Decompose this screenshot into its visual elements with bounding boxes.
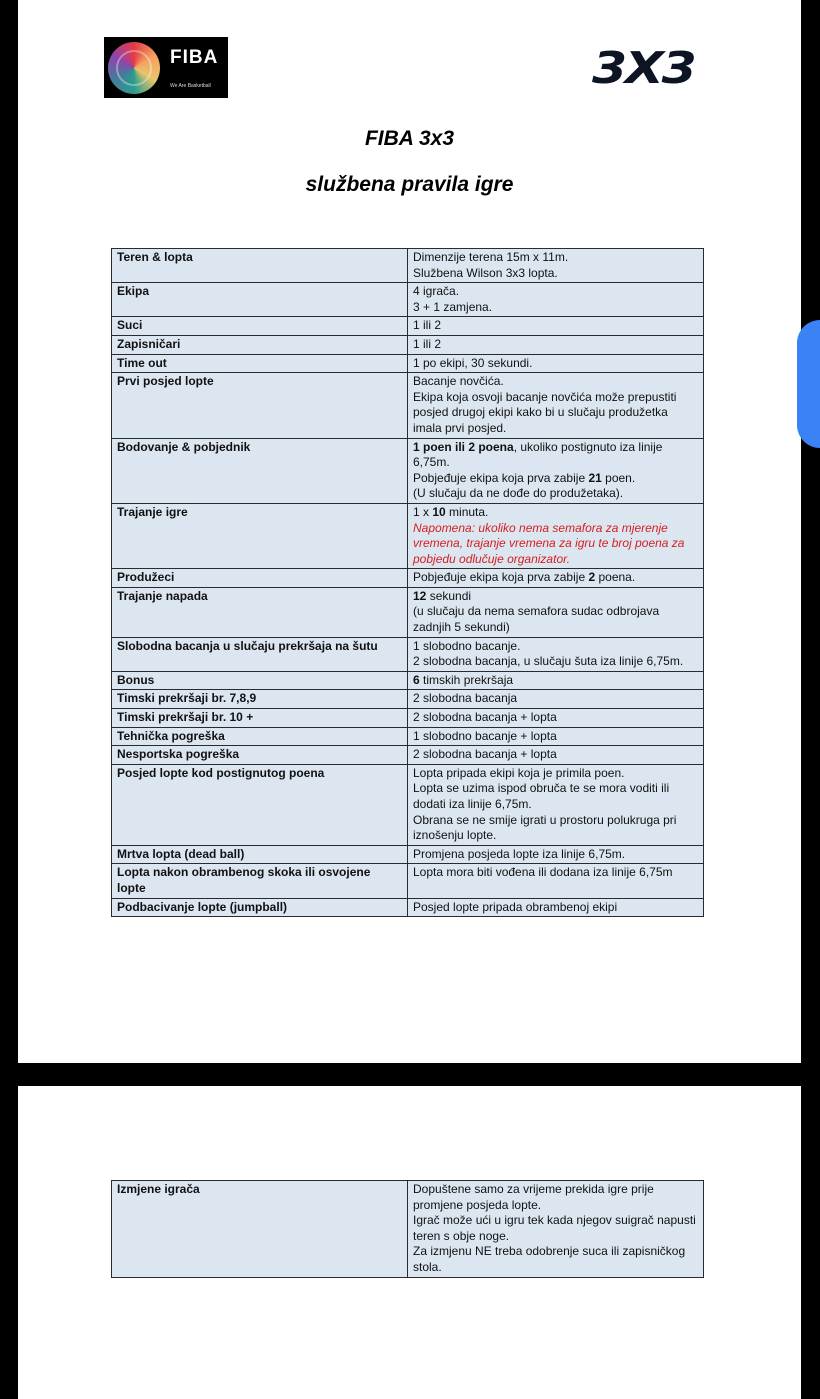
bold-text: 1 poen ili 2 poena [413, 439, 514, 454]
rule-value-line [413, 747, 698, 763]
value-text: Bacanje novčića. [413, 374, 504, 389]
rule-label: Lopta nakon obrambenog skoka ili osvojene lopte [112, 864, 408, 898]
document-page-1 [18, 0, 801, 1063]
value-text: Dopuštene samo za vrijeme prekida igre prije promjene posjeda lopte. [413, 1182, 654, 1212]
bold-text: 2 [588, 570, 596, 585]
rule-value [408, 569, 704, 588]
rule-label: Trajanje igre [112, 503, 408, 568]
bold-text: 21 [588, 470, 602, 485]
note-text: Napomena: ukoliko nema semafora za mjerenje vremena, trajanje vremena za igru te broj poena za pobjedu odlučuje organizator. [413, 520, 685, 566]
value-text: , ukoliko postignuto iza linije 6,75m. [413, 439, 663, 470]
rule-value-line [413, 781, 698, 812]
rule-value-line [413, 471, 698, 487]
rule-value-line [413, 300, 698, 316]
rule-value [408, 503, 704, 568]
rule-value-line [413, 374, 698, 390]
rule-value-line [413, 691, 698, 707]
rules-table [111, 248, 704, 917]
rule-value-line [413, 284, 698, 300]
rule-value [408, 709, 704, 728]
value-text: 1 po ekipi, 30 sekundi. [413, 355, 533, 370]
rule-label: Nesportska pogreška [112, 746, 408, 765]
rule-row [112, 317, 704, 336]
value-text: Dimenzije terena 15m x 11m. [413, 250, 569, 264]
rule-value-line [413, 1182, 698, 1213]
rule-row [112, 1181, 704, 1278]
rule-label: Timski prekršaji br. 7,8,9 [112, 690, 408, 709]
rule-value-line [413, 570, 698, 586]
value-text: Lopta se uzima ispod obruča te se mora voditi ili dodati iza linije 6,75m. [413, 781, 670, 811]
value-text: 1 slobodno bacanje + lopta [413, 728, 557, 743]
rule-value [408, 317, 704, 336]
document-subtitle: službena pravila igre [305, 173, 514, 196]
value-text: 1 ili 2 [413, 318, 442, 333]
rule-row [112, 690, 704, 709]
value-text: sekundi [426, 588, 472, 603]
rule-value-line [413, 1244, 698, 1275]
value-text: 2 slobodna bacanja + lopta [413, 710, 557, 725]
value-text: 1 slobodno bacanje. [413, 638, 521, 653]
rule-row [112, 764, 704, 845]
rule-value-line [413, 710, 698, 726]
rule-value-line [413, 440, 698, 471]
value-text: Lopta mora biti vođena ili dodana iza linije 6,75m [413, 865, 673, 880]
document-title: FIBA 3x3 [364, 127, 455, 150]
rule-label: Teren & lopta [112, 249, 408, 283]
value-text: 3 + 1 zamjena. [413, 299, 493, 314]
rule-value [408, 587, 704, 637]
rule-value-line [413, 847, 698, 863]
value-text: 2 slobodna bacanja + lopta [413, 747, 557, 762]
rule-value-line [413, 604, 698, 635]
rule-label: Izmjene igrača [112, 1181, 408, 1278]
rule-value [408, 438, 704, 503]
rule-row [112, 709, 704, 728]
value-text: poen. [601, 470, 636, 485]
rules-table-continued [111, 1180, 704, 1278]
rule-value-line [413, 900, 698, 916]
rule-label: Suci [112, 317, 408, 336]
rule-value [408, 727, 704, 746]
value-text: Obrana se ne smije igrati u prostoru polukruga pri iznošenju lopte. [413, 812, 677, 843]
rule-label: Bonus [112, 671, 408, 690]
rule-value-line [413, 673, 698, 689]
rule-value [408, 898, 704, 917]
basketball-logo-icon [108, 42, 160, 94]
rule-value-line [413, 589, 698, 605]
rule-row [112, 354, 704, 373]
bold-text: 10 [432, 504, 446, 519]
rule-label: Tehnička pogreška [112, 727, 408, 746]
rule-value-line [413, 318, 698, 334]
rule-value [408, 864, 704, 898]
rule-label: Prvi posjed lopte [112, 373, 408, 438]
side-scroll-tab[interactable] [797, 320, 820, 448]
rule-value-line [413, 654, 698, 670]
rule-label: Produžeci [112, 569, 408, 588]
rule-value [408, 845, 704, 864]
fiba-logo [104, 37, 228, 98]
value-text: poena. [595, 570, 636, 585]
rule-row [112, 671, 704, 690]
rule-value [408, 671, 704, 690]
document-page-2 [18, 1086, 801, 1399]
value-text: (u slučaju da nema semafora sudac odbrojava zadnjih 5 sekundi) [413, 604, 660, 635]
rule-value-line [413, 813, 698, 844]
rule-value-line [413, 1213, 698, 1244]
rule-label: Timski prekršaji br. 10 + [112, 709, 408, 728]
rule-value-line [413, 865, 698, 881]
rule-value-line [413, 639, 698, 655]
rule-value [408, 764, 704, 845]
rule-value [408, 1181, 704, 1278]
value-text: Igrač može ući u igru tek kada njegov suigrač napusti teren s obje noge. [413, 1213, 696, 1243]
value-text: 1 x [413, 504, 433, 519]
rule-row [112, 438, 704, 503]
rule-row [112, 898, 704, 917]
value-text: Lopta pripada ekipi koja je primila poen. [413, 765, 625, 780]
rule-row [112, 845, 704, 864]
value-text: minuta. [445, 504, 489, 519]
value-text: Posjed lopte pripada obrambenoj ekipi [413, 899, 618, 914]
rule-value-line [413, 337, 698, 353]
rule-value-line [413, 250, 698, 266]
3x3-logo: 3X3 [592, 43, 695, 94]
value-text: timskih prekršaja [419, 672, 514, 687]
rule-value [408, 690, 704, 709]
rule-row [112, 503, 704, 568]
rule-value [408, 249, 704, 283]
rule-row [112, 746, 704, 765]
rule-label: Trajanje napada [112, 587, 408, 637]
rule-label: Zapisničari [112, 335, 408, 354]
rule-value-line [413, 505, 698, 521]
rule-label: Slobodna bacanja u slučaju prekršaja na šutu [112, 637, 408, 671]
value-text: 2 slobodna bacanja, u slučaju šuta iza linije 6,75m. [413, 654, 684, 669]
rule-value [408, 637, 704, 671]
rule-row [112, 637, 704, 671]
rule-value [408, 354, 704, 373]
rule-row [112, 569, 704, 588]
fiba-logo-text: FIBA [170, 46, 219, 68]
rule-value [408, 373, 704, 438]
rule-value-line [413, 486, 698, 502]
value-text: 2 slobodna bacanja [413, 691, 518, 706]
rule-label: Posjed lopte kod postignutog poena [112, 764, 408, 845]
rule-value-line [413, 521, 698, 568]
value-text: 1 ili 2 [413, 336, 442, 351]
value-text: (U slučaju da ne dođe do produžetaka). [413, 486, 624, 501]
rule-label: Ekipa [112, 283, 408, 317]
value-text: Za izmjenu NE treba odobrenje suca ili zapisničkog stola. [413, 1244, 686, 1274]
rule-row [112, 864, 704, 898]
rule-value-line [413, 390, 698, 437]
rule-value [408, 283, 704, 317]
value-text: Pobjeđuje ekipa koja prva zabije [413, 570, 589, 585]
rule-value-line [413, 266, 698, 282]
rule-row [112, 373, 704, 438]
rule-label: Podbacivanje lopte (jumpball) [112, 898, 408, 917]
value-text: Ekipa koja osvoji bacanje novčića može prepustiti posjed drugoj ekipi kako bi u slučaju produžetka imala prvi posjed. [413, 389, 677, 435]
rule-value [408, 335, 704, 354]
value-text: 4 igrača. [413, 284, 460, 299]
rule-value-line [413, 729, 698, 745]
value-text: Službena Wilson 3x3 lopta. [413, 265, 558, 280]
rule-value [408, 746, 704, 765]
rule-row [112, 335, 704, 354]
bold-text: 6 [413, 672, 420, 687]
value-text: Pobjeđuje ekipa koja prva zabije [413, 470, 589, 485]
rule-label: Bodovanje & pobjednik [112, 438, 408, 503]
rule-value-line [413, 356, 698, 372]
rule-row [112, 587, 704, 637]
rule-label: Mrtva lopta (dead ball) [112, 845, 408, 864]
rule-row [112, 249, 704, 283]
rule-value-line [413, 766, 698, 782]
rule-row [112, 283, 704, 317]
bold-text: 12 [413, 588, 427, 603]
rule-label: Time out [112, 354, 408, 373]
value-text: Promjena posjeda lopte iza linije 6,75m. [413, 846, 626, 861]
rule-row [112, 727, 704, 746]
fiba-tagline: We Are Basketball [170, 82, 211, 89]
